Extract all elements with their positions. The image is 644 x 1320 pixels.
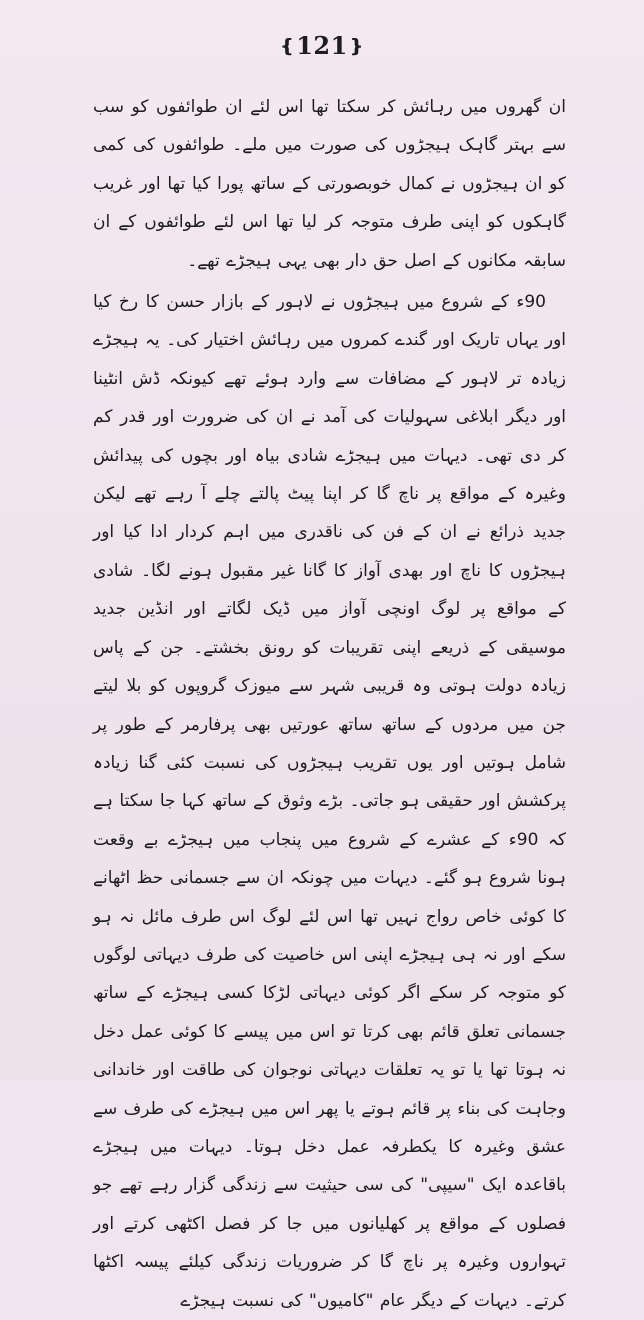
paragraph-2-text: 90ء کے شروع میں ہیجڑوں نے لاہور کے بازار حسن کا رخ کیا اور یہاں تاریک اور گندے کمروں میں رہائش اختیار کی۔ یہ ہیجڑے زیادہ تر لاہور کے مضافات سے وارد ہوئے تھے کیونکہ ڈش انٹینا اور دیگر ابلاغی سہولیات کی آمد نے ان کی ضرورت اور قدر کم کر دی تھی۔ دیہات میں ہیجڑے شادی بیاہ اور بچوں کی پیدائش وغیرہ کے مواقع پر ناچ گا کر اپنا پیٹ پالتے چلے آ رہے تھے لیکن جدید ذرائع نے ان کے فن کی ناقدری میں اہم کردار ادا کیا اور ہیجڑوں کا ناچ اور بھدی آواز کا گانا غیر مقبول ہونے لگا۔ شادی کے مواقع پر لوگ اونچی آواز میں ڈیک لگاتے اور انڈین جدید موسیقی کے ذریعے اپنی تقریبات کو رونق بخشتے۔ جن کے پاس زیادہ دولت ہوتی وہ قریبی شہر سے میوزک گروپوں کو بلا لیتے جن میں مردوں کے ساتھ ساتھ عورتیں بھی پرفارمر کے طور پر شامل ہوتیں اور یوں تقریب ہیجڑوں کی نسبت کئی گنا زیادہ پرکشش اور حقیقی ہو جاتی۔ بڑے وثوق کے ساتھ کہا جا سکتا ہے کہ 90ء کے عشرے کے شروع میں پنجاب میں ہیجڑے بے وقعت ہونا شروع ہو گئے۔ دیہات میں چونکہ ان سے جسمانی حظ اٹھانے کا کوئی خاص رواج نہیں تھا اس لئے لوگ اس طرف مائل نہ ہو سکے اور نہ ہی ہیجڑے اپنی اس خاصیت کی طرف دیہاتی لوگوں کو متوجہ کر سکے اگر کوئی دیہاتی لڑکا کسی ہیجڑے کے ساتھ جسمانی تعلق قائم بھی کرتا تو اس میں پیسے کا کوئی عمل دخل نہ ہوتا تھا یا تو یہ تعلقات دیہاتی نوجوان کی طاقت اور خاندانی وجاہت کی بناء پر قائم ہوتے یا پھر اس میں ہیجڑے کی طرف سے عشق وغیرہ کا یکطرفہ عمل دخل ہوتا۔ دیہات میں ہیجڑے باقاعدہ ایک "سیپی" کی سی حیثیت سے زندگی گزار رہے تھے جو فصلوں کے مواقع پر کھلیانوں میں جا کر فصل اکٹھی کرتے اور تہواروں وغیرہ پر ناچ گا کر ضروریات زندگی کیلئے پیسہ اکٹھا کرتے۔ دیہات کے دیگر عام "کامیوں" کی نسبت ہیجڑے — [93, 292, 566, 1311]
page-number: 121 — [296, 31, 348, 60]
left-ornament-icon: ❴ — [279, 36, 296, 57]
paragraph-1 — [93, 88, 566, 280]
paragraph-1-text: ان گھروں میں رہائش کر سکتا تھا اس لئے ان طوائفوں کو سب سے بہتر گاہک ہیجڑوں کی صورت میں ملے۔ طوائفوں کی کمی کو ان ہیجڑوں نے کمال خوبصورتی کے ساتھ پورا کیا تھا اور غریب گاہکوں کو اپنی طرف متوجہ کر لیا تھا اس لئے طوائفوں کے ان سابقہ مکانوں کے اصل حق دار بھی یہی ہیجڑے تھے۔ — [93, 97, 566, 271]
right-ornament-icon: ❵ — [348, 36, 365, 57]
page-number-header — [0, 31, 644, 62]
body-text — [93, 88, 566, 1320]
paragraph-2 — [93, 283, 566, 1320]
